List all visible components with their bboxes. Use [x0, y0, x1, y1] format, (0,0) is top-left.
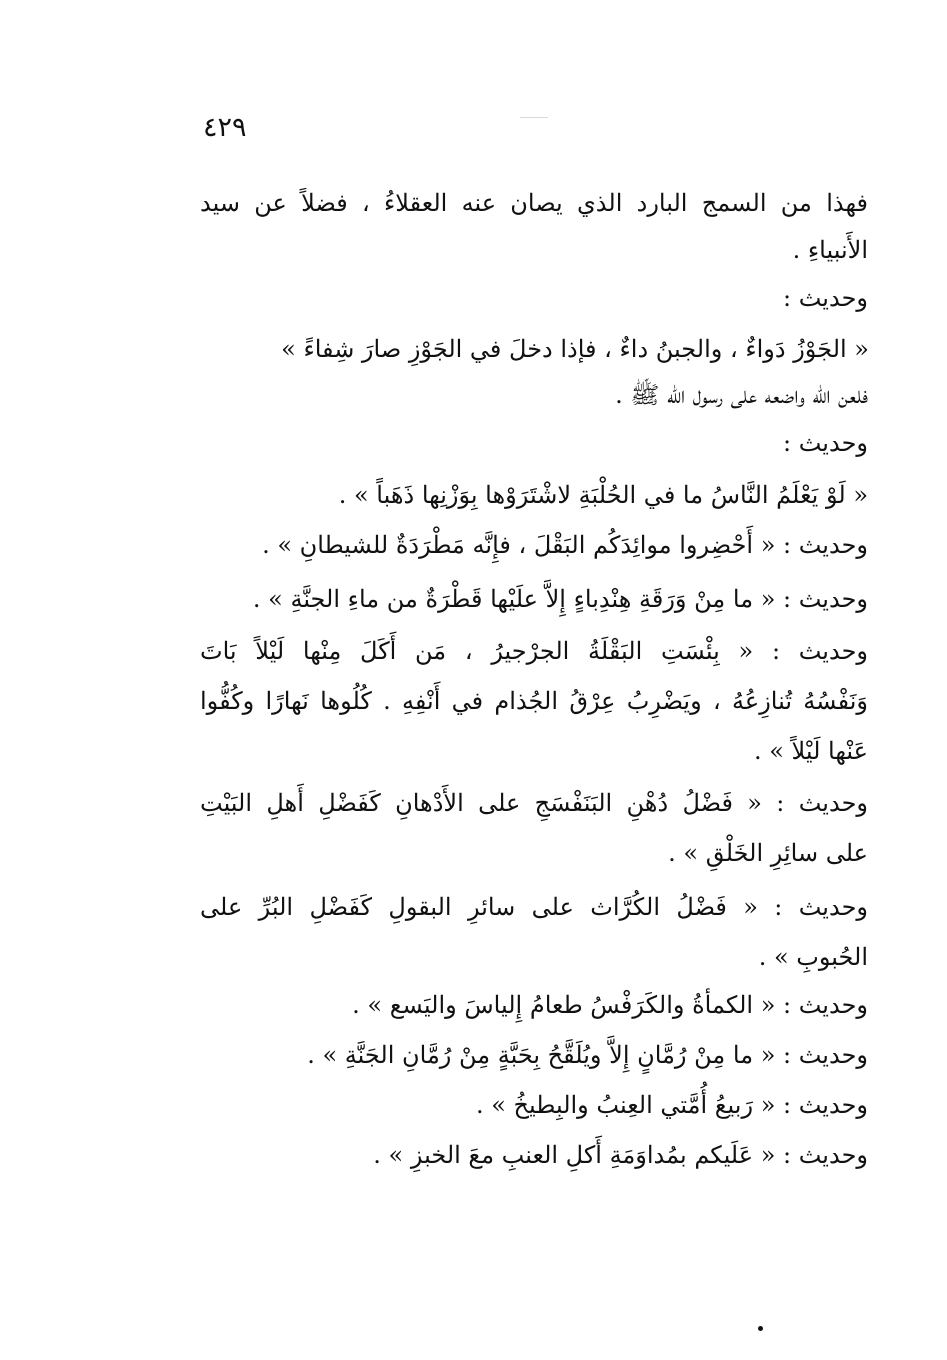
- text-line: وحديث : « عَلَيكم بمُداوَمَةِ أَكلِ العنبِ معَ الخبزِ » .: [373, 1141, 868, 1169]
- text-line: وحديث : « رَبيعُ أُمَّتي العِنبُ والبِطيخُ » .: [475, 1091, 868, 1119]
- text-line: وحديث : « الكمأةُ والكَرَفْسُ طعامُ إِلياسَ واليَسع » .: [352, 991, 868, 1019]
- text-line: الحُبوبِ » .: [758, 943, 868, 971]
- page-number: ٤٢٩: [203, 112, 247, 143]
- text-line: وحديث :: [783, 284, 868, 312]
- text-line: على سائِرِ الخَلْقِ » .: [668, 839, 868, 867]
- text-line: الأَنبياءِ .: [792, 236, 868, 264]
- scan-artifact: [520, 117, 548, 118]
- text-line: وَنَفْسُهُ تُنازِعُهُ ، ويَضْرِبُ عِرْقُ الجُذام في أَنْفِهِ . كُلُوها نَهارًا وكُفُّوا: [200, 687, 868, 715]
- text-line: « الجَوْزُ دَواءٌ ، والجبنُ داءٌ ، فإذا دخلَ في الجَوْزِ صارَ شِفاءً »: [281, 335, 869, 363]
- text-line: وحديث :: [783, 429, 868, 457]
- text-line: وحديث : « فَضْلُ دُهْنِ البَنَفْسَجِ على الأَدْهانِ كَفَضْلِ أَهلِ البَيْتِ: [200, 789, 868, 817]
- text-line: وحديث : « فَضْلُ الكُرَّاث على سائرِ البقولِ كَفَضْلِ البُرِّ على: [200, 893, 868, 921]
- footer-dot: [758, 1326, 763, 1331]
- text-line: فهذا من السمج البارد الذي يصان عنه العقلاءُ ، فضلاً عن سيد: [200, 189, 868, 217]
- text-line: فلعن الله واضعه على رسول الله ﷺ .: [615, 381, 868, 409]
- text-line: عَنْها لَيْلاً » .: [753, 737, 868, 765]
- text-line: وحديث : « ما مِنْ وَرَقَةِ هِنْدِباءٍ إِلاَّ علَيْها قَطْرَةٌ من ماءِ الجنَّةِ » .: [252, 585, 868, 613]
- text-line: وحديث : « ما مِنْ رُمَّانٍ إِلاَّ ويُلَقَّحُ بِحَبَّةٍ مِنْ رُمَّانِ الجَنَّةِ » .: [307, 1041, 868, 1069]
- text-line: وحديث : « أَحْضِروا موائِدَكُم البَقْلَ ، فإِنَّه مَطْرَدَةٌ للشيطانِ » .: [262, 531, 868, 559]
- text-line: وحديث : « بِئْسَتِ البَقْلَةُ الجرْجيرُ ، مَن أَكَلَ مِنْها لَيْلاً بَاتَ: [200, 637, 868, 665]
- text-line: « لَوْ يَعْلَمُ النَّاسُ ما في الحُلْبَةِ لاشْتَرَوْها بِوَزْنِها ذَهَباً » .: [338, 481, 868, 509]
